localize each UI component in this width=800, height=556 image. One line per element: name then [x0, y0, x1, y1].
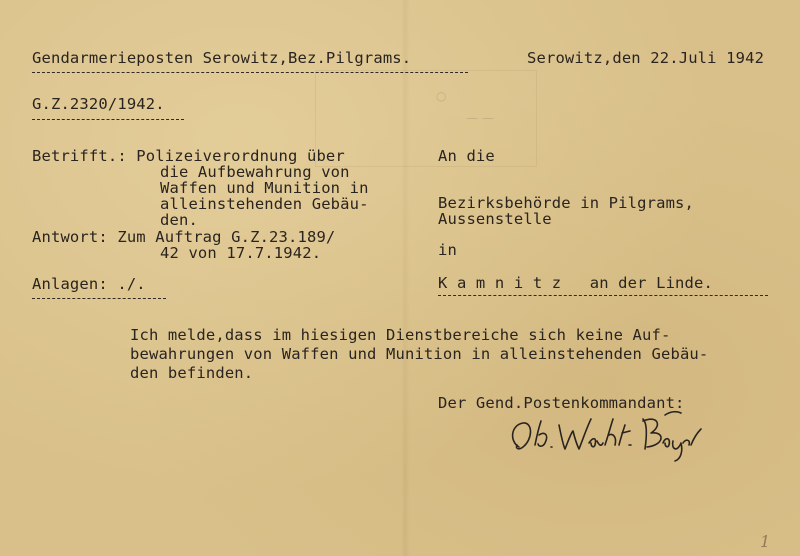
recipient-line: K a m n i t z an der Linde. — [438, 274, 713, 292]
reference-number: G.Z.2320/1942. — [32, 95, 165, 113]
recipient-line: Bezirksbehörde in Pilgrams, — [438, 194, 695, 212]
body-line: bewahrungen von Waffen und Munition in alleinstehenden Gebäu- — [130, 345, 709, 363]
place-date: Serowitz,den 22.Juli 1942 — [527, 49, 765, 67]
stamp-mark: — — — [466, 111, 494, 125]
answer-line: 42 von 17.7.1942. — [160, 244, 322, 262]
faded-stamp — [315, 70, 537, 167]
closing-line: Der Gend.Postenkommandant: — [438, 394, 685, 412]
recipient-underline — [438, 295, 768, 296]
subject-line: die Aufbewahrung von — [160, 163, 350, 181]
body-line: den befinden. — [130, 364, 254, 382]
sender-line: Gendarmerieposten Serowitz,Bez.Pilgrams. — [32, 49, 412, 67]
subject-line: Betrifft.: Polizeiverordnung über — [32, 147, 345, 165]
recipient-line: Aussenstelle — [438, 210, 552, 228]
recipient-line: An die — [438, 147, 495, 165]
subject-line: den. — [160, 211, 198, 229]
handwritten-signature — [505, 405, 705, 465]
subject-line: alleinstehenden Gebäu- — [160, 195, 369, 213]
answer-line: Antwort: Zum Auftrag G.Z.23.189/ — [32, 228, 336, 246]
body-line: Ich melde,dass im hiesigen Dienstbereiche sich keine Auf- — [130, 326, 671, 344]
attachments-line: Anlagen: ./. — [32, 275, 146, 293]
page-number: 1 — [760, 532, 771, 551]
attachments-underline — [32, 298, 166, 299]
recipient-line: in — [438, 241, 457, 259]
subject-line: Waffen und Munition in — [160, 179, 369, 197]
sender-underline — [32, 72, 468, 73]
stamp-mark: ○ — [436, 89, 447, 103]
reference-underline — [32, 119, 184, 120]
